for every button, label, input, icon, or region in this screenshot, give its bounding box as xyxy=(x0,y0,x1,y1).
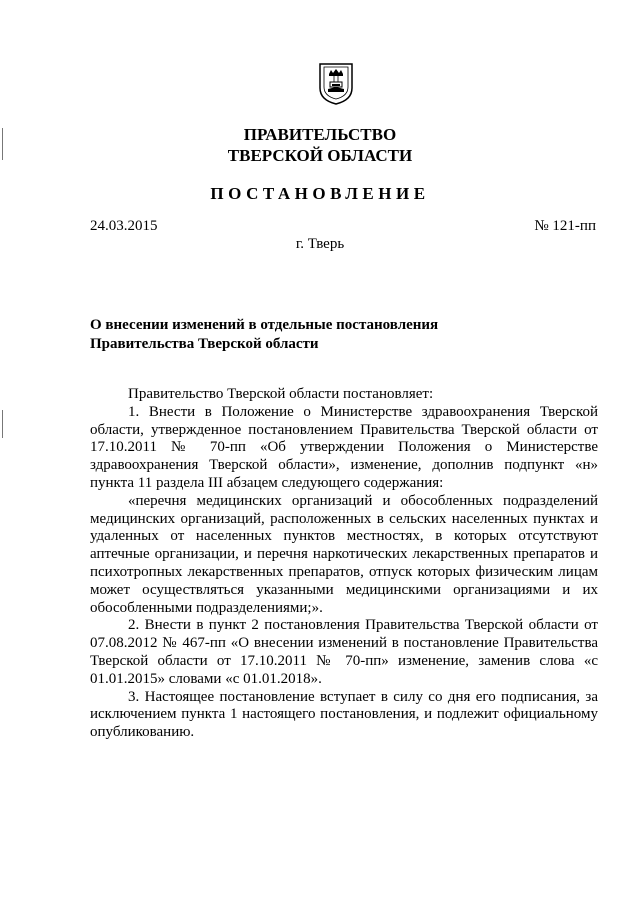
document-type: ПОСТАНОВЛЕНИЕ xyxy=(210,184,430,203)
paragraph-1: 1. Внести в Положение о Министерстве здравоохранения Тверской области, утвержденное постановлением Правительства Тверской области от 17.10.2011 № 70-пп «Об утверждении Положения о Министерстве здравоохранения Тверской области», изменение, дополнив подпункт «н» пункта 11 раздела III абзацем следующего содержания: xyxy=(90,403,598,491)
document-body xyxy=(90,386,598,742)
government-line-2: ТВЕРСКОЙ ОБЛАСТИ xyxy=(227,146,413,165)
quoted-paragraph: «перечня медицинских организаций и обособленных подразделений медицинских организаций, расположенных в сельских населенных пунктах и удаленных от населенных пунктов местностях, в которых отсутствуют аптечные организации, и перечня наркотических лекарственных препаратов и психотропных лекарственных препаратов, отпуск которых физическим лицам может осуществляться указанными медицинскими организациями и их обособленными подразделениями;». xyxy=(90,492,598,616)
coat-of-arms-icon xyxy=(318,62,354,106)
paragraph-2: 2. Внести в пункт 2 постановления Правительства Тверской области от 07.08.2012 № 467-пп «О внесении изменений в постановление Правительства Тверской области от 17.10.2011 № 70-пп» изменение, заменив слова «с 01.01.2015» словами «с 01.01.2018». xyxy=(90,617,598,687)
subject-line-1: О внесении изменений в отдельные постановления xyxy=(90,317,439,333)
document-city: г. Тверь xyxy=(295,236,345,252)
government-line-1: ПРАВИТЕЛЬСТВО xyxy=(243,125,397,144)
intro-paragraph: Правительство Тверской области постановляет: xyxy=(128,386,434,402)
document-subject xyxy=(90,316,438,354)
document-number: № 121-пп xyxy=(534,218,596,234)
paragraph-3: 3. Настоящее постановление вступает в силу со дня его подписания, за исключением пункта 1 настоящего постановления, и подлежит официальному опубликованию. xyxy=(90,688,598,741)
subject-line-2: Правительства Тверской области xyxy=(90,336,319,352)
government-title xyxy=(0,124,640,166)
document-date: 24.03.2015 xyxy=(90,218,158,234)
margin-mark xyxy=(2,410,3,438)
